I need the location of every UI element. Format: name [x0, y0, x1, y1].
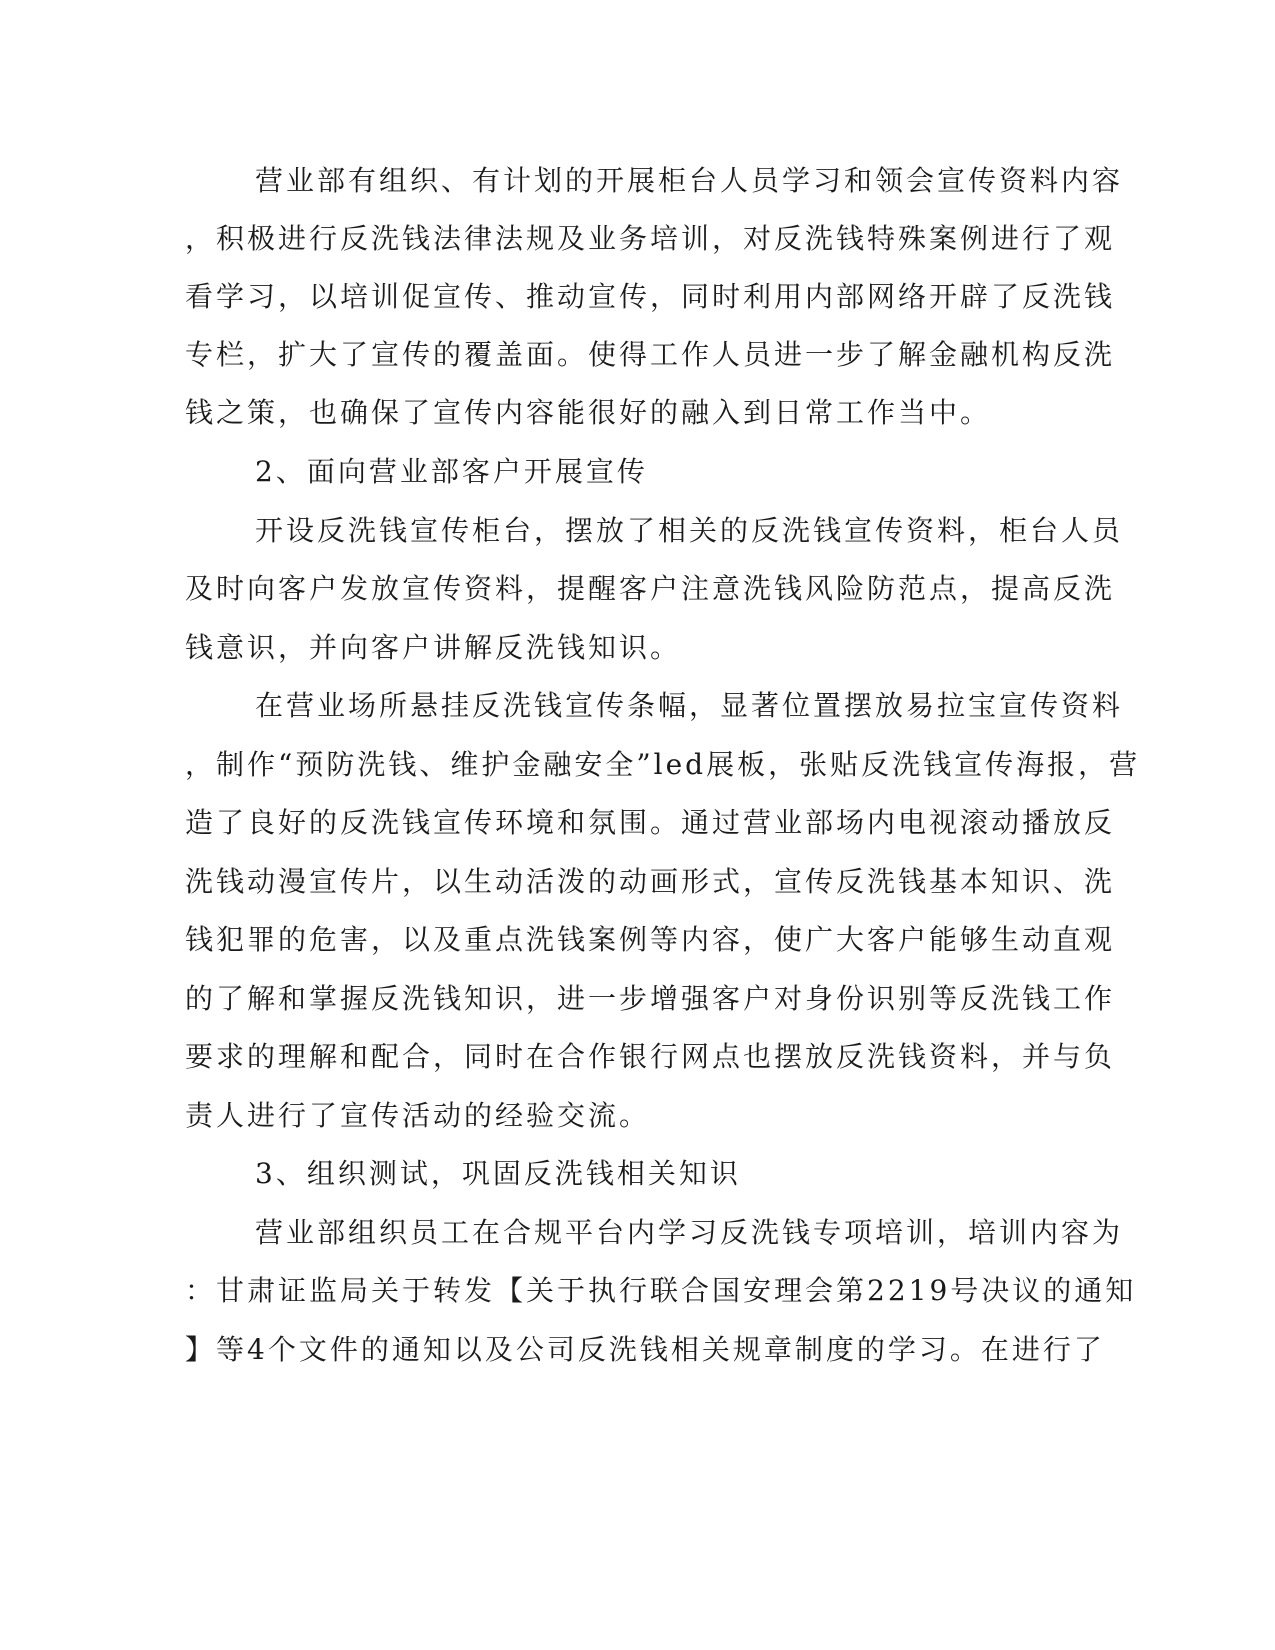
paragraph-line: 造了良好的反洗钱宣传环境和氛围。通过营业部场内电视滚动播放反: [185, 806, 1116, 839]
paragraph-line: ，制作“预防洗钱、维护金融安全”led展板，张贴反洗钱宣传海报，营: [185, 748, 1141, 781]
paragraph-line: 在营业场所悬挂反洗钱宣传条幅，显著位置摆放易拉宝宣传资料: [255, 689, 1124, 722]
paragraph-line: 责人进行了宣传活动的经验交流。: [185, 1099, 651, 1132]
paragraph-line: 营业部组织员工在合规平台内学习反洗钱专项培训，培训内容为: [255, 1216, 1124, 1249]
paragraph-line: 要求的理解和配合，同时在合作银行网点也摆放反洗钱资料，并与负: [185, 1040, 1116, 1073]
paragraph-line: 专栏，扩大了宣传的覆盖面。使得工作人员进一步了解金融机构反洗: [185, 338, 1116, 371]
paragraph-line: 钱意识，并向客户讲解反洗钱知识。: [185, 631, 682, 664]
paragraph-line: 营业部有组织、有计划的开展柜台人员学习和领会宣传资料内容: [255, 164, 1124, 197]
section-heading: 3、组织测试，巩固反洗钱相关知识: [255, 1157, 741, 1190]
paragraph-line: 的了解和掌握反洗钱知识，进一步增强客户对身份识别等反洗钱工作: [185, 982, 1116, 1015]
section-heading: 2、面向营业部客户开展宣传: [255, 455, 648, 488]
paragraph-line: 看学习，以培训促宣传、推动宣传，同时利用内部网络开辟了反洗钱: [185, 280, 1116, 313]
paragraph-line: 钱犯罪的危害，以及重点洗钱案例等内容，使广大客户能够生动直观: [185, 923, 1116, 956]
paragraph-line: ：甘肃证监局关于转发【关于执行联合国安理会第2219号决议的通知: [185, 1274, 1137, 1307]
paragraph-line: 及时向客户发放宣传资料，提醒客户注意洗钱风险防范点，提高反洗: [185, 572, 1116, 605]
paragraph-line: 】等4个文件的通知以及公司反洗钱相关规章制度的学习。在进行了: [185, 1333, 1105, 1366]
paragraph-line: 开设反洗钱宣传柜台，摆放了相关的反洗钱宣传资料，柜台人员: [255, 514, 1124, 547]
paragraph-line: 钱之策，也确保了宣传内容能很好的融入到日常工作当中。: [185, 396, 992, 429]
paragraph-line: 洗钱动漫宣传片，以生动活泼的动画形式，宣传反洗钱基本知识、洗: [185, 865, 1116, 898]
paragraph-line: ，积极进行反洗钱法律法规及业务培训，对反洗钱特殊案例进行了观: [185, 222, 1116, 255]
